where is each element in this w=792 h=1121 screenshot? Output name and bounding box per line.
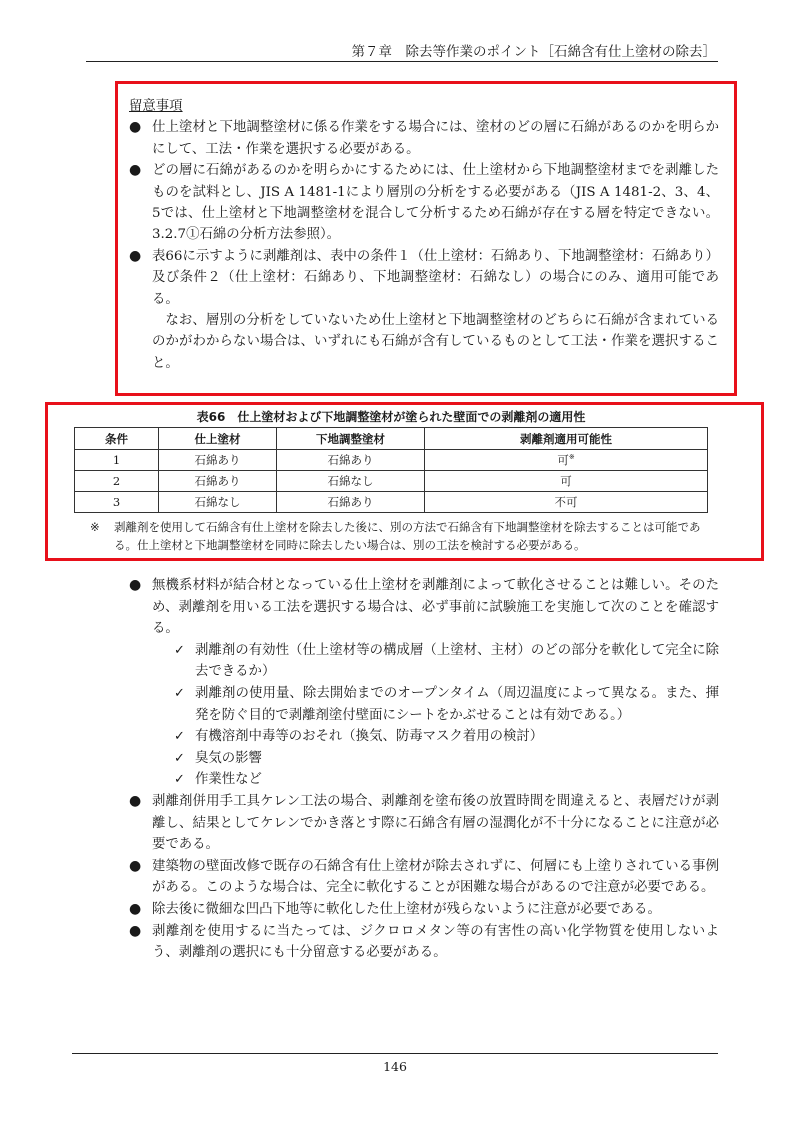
bullet-icon: ● <box>129 857 142 874</box>
footnote-text: 剥離剤を使用して石綿含有仕上塗材を除去した後に、別の方法で石綿含有下地調整塗材を除去することは可能である。仕上塗材と下地調整塗材を同時に除去したい場合は、別の工法を検討する必要がある。 <box>114 520 701 552</box>
check-item <box>129 640 719 683</box>
applicability-table <box>74 427 708 513</box>
bullet-icon: ● <box>129 900 142 917</box>
list-item-text: 仕上塗材と下地調整塗材に係る作業をする場合には、塗材のどの層に石綿があるのかを明らかにして、工法・作業を選択する必要がある。 <box>152 120 719 157</box>
list-item <box>129 921 719 964</box>
list-item <box>129 160 719 246</box>
table-cell: 可 <box>425 471 708 492</box>
table-cell: 3 <box>75 492 159 513</box>
body-section <box>129 575 719 964</box>
list-item <box>129 856 719 899</box>
check-item <box>129 748 719 770</box>
table-cell: 不可 <box>425 492 708 513</box>
bullet-icon: ● <box>129 577 142 593</box>
table-cell: 石綿あり <box>159 450 277 471</box>
list-item-text: 無機系材料が結合材となっている仕上塗材を剥離剤によって軟化させることは難しい。そのため、剥離剤を用いる工法を選択する場合は、必ず事前に試験施工を実施して次のことを確認する。 <box>152 578 719 637</box>
check-item-text: 剥離剤の使用量、除去開始までのオープンタイム（周辺温度によって異なる。また、揮発を防ぐ目的で剥離剤塗付壁面にシートをかぶせることは有効である。） <box>195 685 719 723</box>
list-item-text: 剥離剤併用手工具ケレン工法の場合、剥離剤を塗布後の放置時間を間違えると、表層だけが剥離し、結果としてケレンでかき落とす際に石綿含有層の湿潤化が不十分になることに注意が必要である。 <box>152 793 719 853</box>
list-item <box>129 899 719 921</box>
table-title: 表66 仕上塗材および下地調整塗材が塗られた壁面での剥離剤の適用性 <box>196 410 586 424</box>
page-number: 146 <box>383 1059 407 1074</box>
cell-value: 可 <box>557 453 569 467</box>
list-item-text: 建築物の壁面改修で既存の石綿含有仕上塗材が除去されずに、何層にも上塗りされている事例がある。このような場合は、完全に軟化することが困難な場合があるので注意が必要である。 <box>152 858 719 896</box>
list-item-text: 剥離剤を使用するに当たっては、ジクロロメタン等の有害性の高い化学物質を使用しないよう、剥離剤の選択にも十分留意する必要がある。 <box>152 923 719 961</box>
table-cell: 石綿あり <box>277 492 425 513</box>
checkmark-icon: ✓ <box>174 642 185 658</box>
column-header: 条件 <box>75 428 159 450</box>
check-item-text: 有機溶剤中毒等のおそれ（換気、防毒マスク着用の検討） <box>195 729 544 745</box>
check-item-text: 剥離剤の有効性（仕上塗材等の構成層（上塗材、主材）のどの部分を軟化して完全に除去できるか） <box>195 642 719 680</box>
column-header: 仕上塗材 <box>159 428 277 450</box>
bullet-icon: ● <box>129 792 142 809</box>
table-header-row <box>75 428 708 450</box>
list-item <box>129 117 719 160</box>
notes-title: 留意事項 <box>129 99 183 114</box>
table-row <box>75 492 708 513</box>
footnote-mark: ※ <box>90 520 100 534</box>
checkmark-icon: ✓ <box>174 772 185 788</box>
notes-section <box>129 96 719 374</box>
check-item-text: 作業性など <box>195 772 262 788</box>
chapter-title: 第７章 除去等作業のポイント［石綿含有仕上塗材の除去］ <box>351 44 716 60</box>
checkmark-icon: ✓ <box>174 729 185 745</box>
table-cell: 石綿あり <box>277 450 425 471</box>
column-header: 下地調整塗材 <box>277 428 425 450</box>
table-footnote <box>90 519 720 554</box>
table-cell: 石綿なし <box>159 492 277 513</box>
list-item <box>129 575 719 640</box>
checkmark-icon: ✓ <box>174 685 185 701</box>
page-footer <box>72 1053 718 1074</box>
table-cell: 石綿あり <box>159 471 277 492</box>
table-row <box>75 450 708 471</box>
check-item <box>129 769 719 791</box>
table-cell: 1 <box>75 450 159 471</box>
footnote-mark: ※ <box>568 453 575 462</box>
list-item <box>129 791 719 856</box>
check-item <box>129 683 719 726</box>
list-item <box>129 246 719 310</box>
page-header <box>86 40 718 62</box>
list-item-text: どの層に石綿があるのかを明らかにするためには、仕上塗材から下地調整塗材までを剥離したものを試料とし、JIS A 1481-1により層別の分析をする必要がある（JIS A 1481-2、3、4、5では、仕上塗材と下地調整塗材を混合して分析するため石綿が存在する層を特定できない。3.2.7①石綿の分析方法参照）。 <box>152 163 719 243</box>
notes-continuation: なお、層別の分析をしていないため仕上塗材と下地調整塗材のどちらに石綿が含まれているのかがわからない場合は、いずれにも石綿が含有しているものとして工法・作業を選択すること。 <box>152 313 719 371</box>
bullet-icon: ● <box>129 162 142 179</box>
check-item-text: 臭気の影響 <box>195 750 262 766</box>
table-cell <box>425 450 708 471</box>
list-item-text: 除去後に微細な凹凸下地等に軟化した仕上塗材が残らないように注意が必要である。 <box>152 901 661 917</box>
checkmark-icon: ✓ <box>174 750 185 766</box>
table-cell: 石綿なし <box>277 471 425 492</box>
bullet-icon: ● <box>129 247 142 264</box>
table-cell: 2 <box>75 471 159 492</box>
list-item-text: 表66に示すように剥離剤は、表中の条件１（仕上塗材：石綿あり、下地調整塗材：石綿あり）及び条件２（仕上塗材：石綿あり、下地調整塗材：石綿なし）の場合にのみ、適用可能である。 <box>152 248 719 307</box>
check-item <box>129 726 719 748</box>
table-row <box>75 471 708 492</box>
column-header: 剥離剤適用可能性 <box>425 428 708 450</box>
bullet-icon: ● <box>129 922 142 939</box>
bullet-icon: ● <box>129 119 142 136</box>
